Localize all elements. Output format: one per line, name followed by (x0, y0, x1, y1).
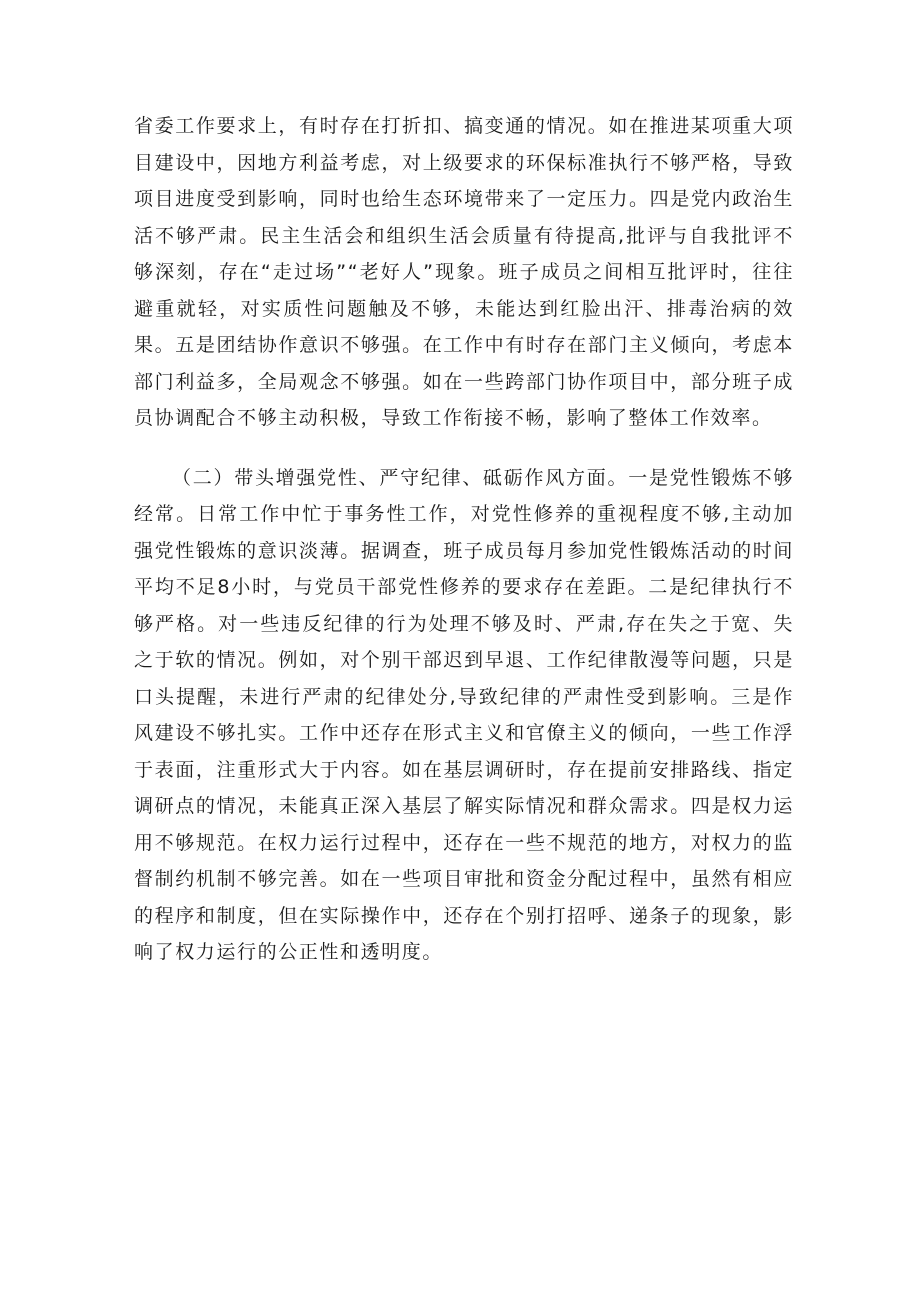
paragraph-continuation: 省委工作要求上，有时存在打折扣、搞变通的情况。如在推进某项重大项目建设中，因地方利益考虑，对上级要求的环保标准执行不够严格，导致项目进度受到影响，同时也给生态环境带来了一定压力。四是党内政治生活不够严肃。民主生活会和组织生活会质量有待提高,批评与自我批评不够深刻，存在“走过场”“老好人”现象。班子成员之间相互批评时，往往避重就轻，对实质性问题触及不够，未能达到红脸出汗、排毒治病的效果。五是团结协作意识不够强。在工作中有时存在部门主义倾向，考虑本部门利益多，全局观念不够强。如在一些跨部门协作项目中，部分班子成员协调配合不够主动积极，导致工作衔接不畅，影响了整体工作效率。 (134, 115, 794, 429)
document-body (134, 108, 794, 971)
paragraph-section-two: （二）带头增强党性、严守纪律、砥砺作风方面。一是党性锻炼不够经常。日常工作中忙于事务性工作，对党性修养的重视程度不够,主动加强党性锻炼的意识淡薄。据调查，班子成员每月参加党性锻炼活动的时间平均不足8小时，与党员干部党性修养的要求存在差距。二是纪律执行不够严格。对一些违反纪律的行为处理不够及时、严肃,存在失之于宽、失之于软的情况。例如，对个别干部迟到早退、工作纪律散漫等问题，只是口头提醒，未进行严肃的纪律处分,导致纪律的严肃性受到影响。三是作风建设不够扎实。工作中还存在形式主义和官僚主义的倾向，一些工作浮于表面，注重形式大于内容。如在基层调研时，存在提前安排路线、指定调研点的情况，未能真正深入基层了解实际情况和群众需求。四是权力运用不够规范。在权力运行过程中，还存在一些不规范的地方，对权力的监督制约机制不够完善。如在一些项目审批和资金分配过程中，虽然有相应的程序和制度，但在实际操作中，还存在个别打招呼、递条子的现象，影响了权力运行的公正性和透明度。 (134, 466, 794, 963)
